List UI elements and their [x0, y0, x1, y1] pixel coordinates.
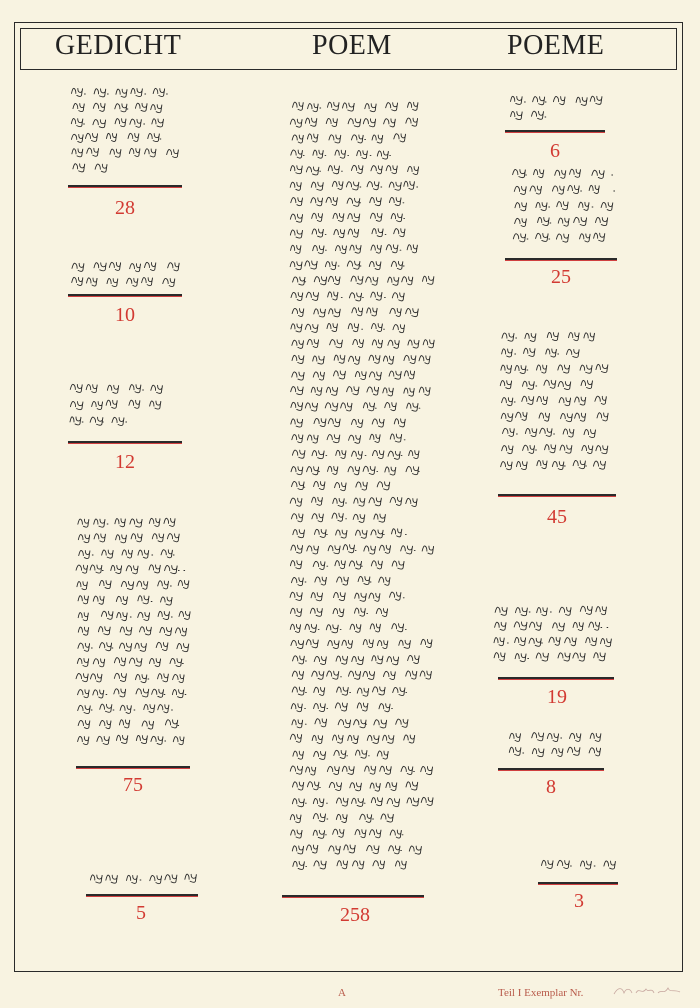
header-gedicht: GEDICHT — [55, 30, 182, 61]
divider-rule — [86, 894, 198, 897]
scribble-text — [88, 870, 208, 886]
handwriting-stroke — [90, 874, 196, 884]
scribble-text — [510, 165, 620, 247]
signature-icon — [612, 983, 684, 999]
divider-rule — [505, 258, 617, 261]
divider-rule — [505, 130, 605, 133]
scribble-text — [288, 98, 438, 870]
handwriting-stroke — [72, 262, 179, 286]
scribble-text — [508, 92, 618, 124]
handwriting-stroke — [513, 169, 615, 242]
word-count: 258 — [340, 904, 370, 926]
handwriting-stroke — [511, 96, 602, 119]
handwriting-stroke — [290, 102, 434, 869]
header-poeme: POEME — [507, 30, 605, 61]
word-count: 6 — [550, 140, 560, 162]
scribble-text — [538, 856, 618, 872]
divider-rule — [76, 766, 190, 769]
scribble-text — [505, 728, 615, 758]
divider-rule — [68, 441, 182, 444]
footer-edition-label: Teil I Exemplar Nr. — [498, 987, 584, 999]
handwriting-stroke — [76, 518, 190, 744]
scribble-text — [74, 514, 194, 754]
handwriting-stroke — [494, 606, 611, 661]
word-count: 45 — [547, 506, 567, 528]
word-count: 19 — [547, 686, 567, 708]
word-count: 75 — [123, 774, 143, 796]
word-count: 10 — [115, 304, 135, 326]
divider-rule — [282, 895, 424, 898]
divider-rule — [68, 294, 182, 297]
handwriting-stroke — [70, 384, 162, 425]
divider-rule — [498, 677, 614, 680]
scribble-text — [68, 258, 188, 288]
word-count: 3 — [574, 890, 584, 912]
handwriting-stroke — [541, 860, 615, 869]
scribble-text — [68, 380, 188, 428]
handwriting-stroke — [509, 733, 601, 757]
word-count: 28 — [115, 197, 135, 219]
word-count: 8 — [546, 776, 556, 798]
divider-rule — [68, 185, 182, 188]
divider-rule — [498, 768, 604, 771]
divider-rule — [498, 494, 616, 497]
handwriting-stroke — [71, 88, 178, 172]
word-count: 5 — [136, 902, 146, 924]
divider-rule — [538, 882, 618, 885]
header-poem: POEM — [312, 30, 392, 61]
word-count: 25 — [551, 266, 571, 288]
scribble-text — [492, 602, 617, 664]
handwriting-stroke — [500, 332, 608, 469]
scribble-text — [498, 328, 618, 478]
scribble-text — [68, 84, 188, 176]
word-count: 12 — [115, 451, 135, 473]
footer-letter: A — [338, 987, 346, 999]
